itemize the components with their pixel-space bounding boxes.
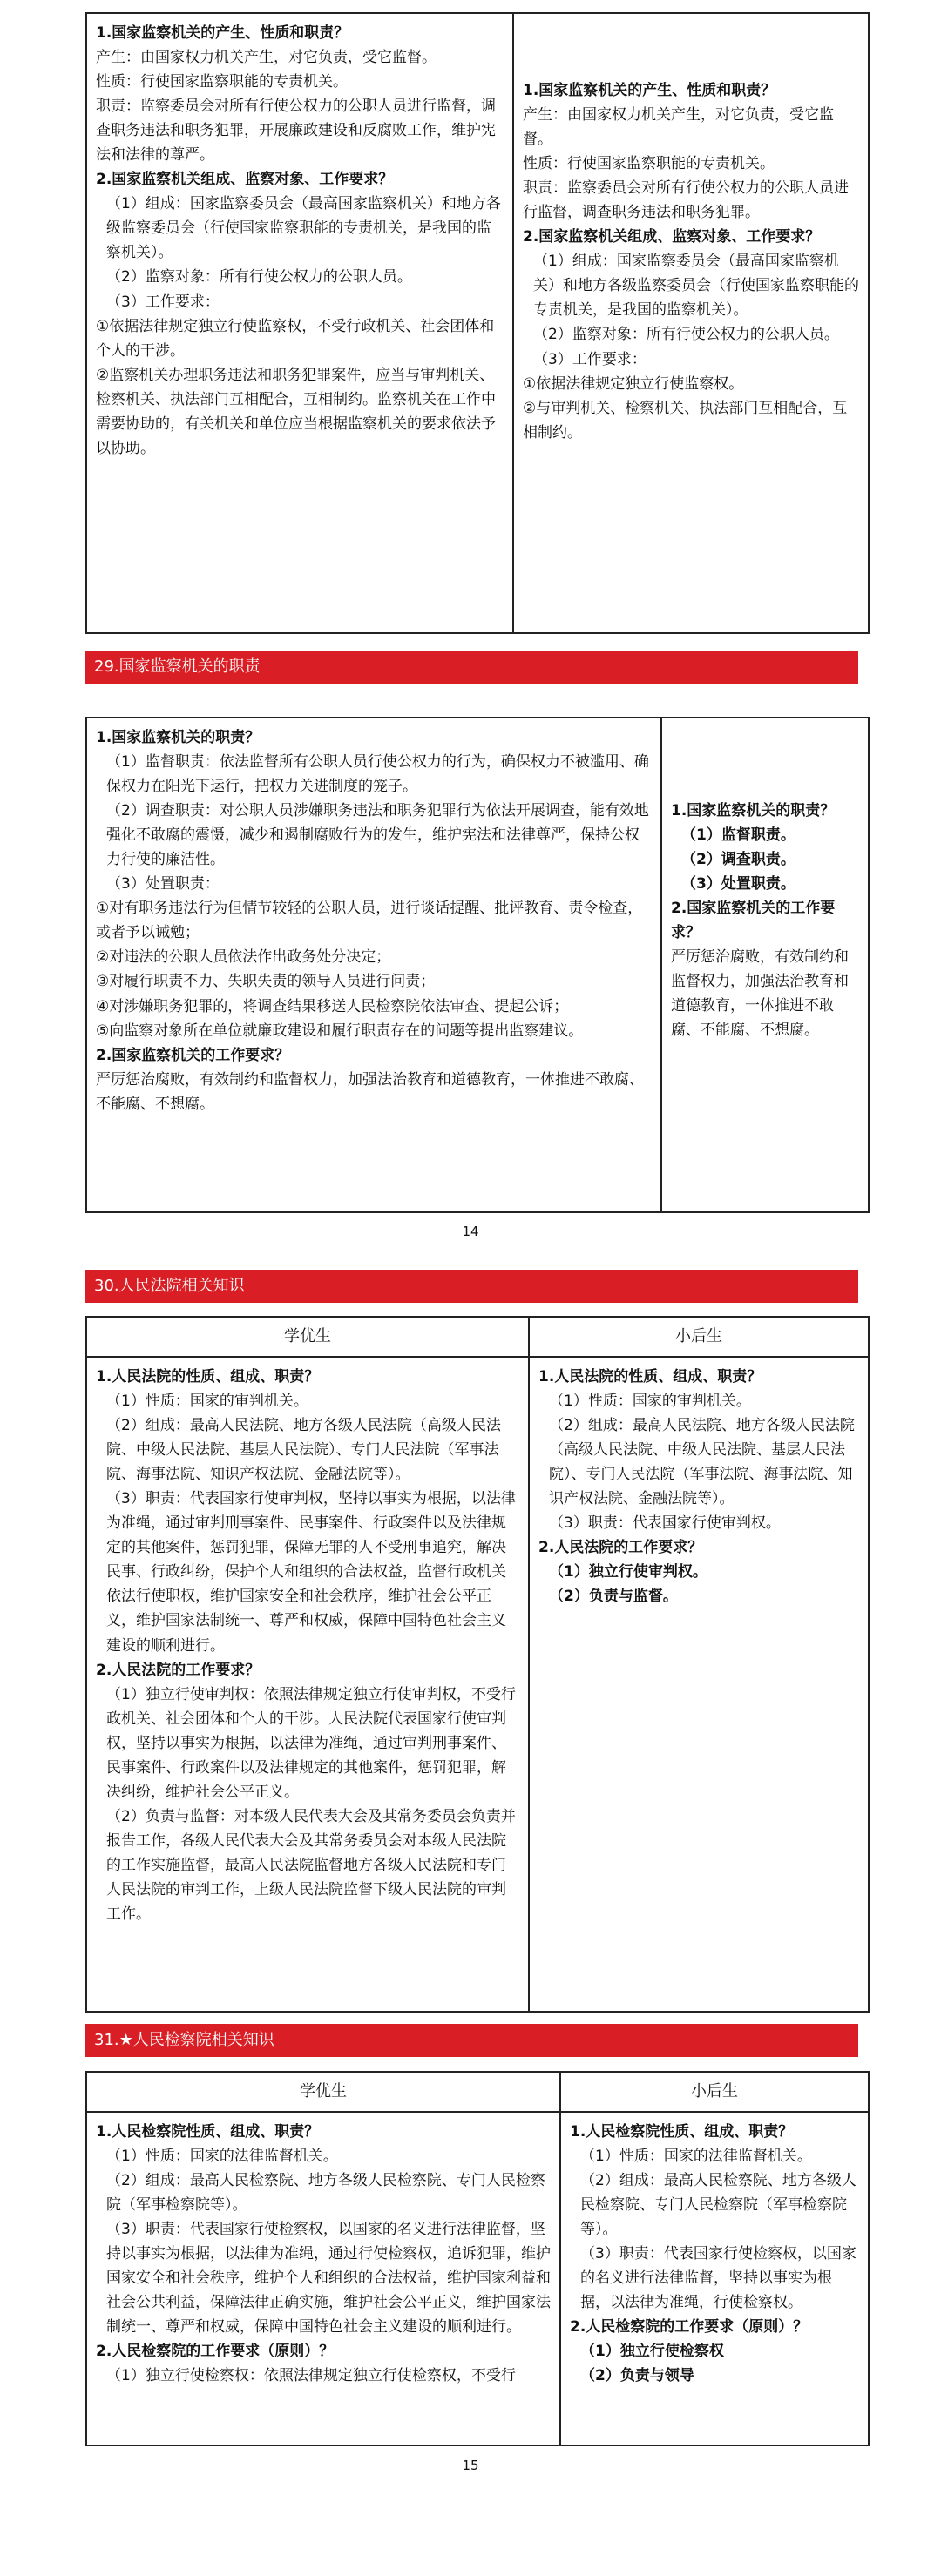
answer-text: （2）负责与监督：对本级人民代表大会及其常务委员会负责并报告工作，各级人民代表大会及其常务委员会对本级人民法院的工作实施监督，最高人民法院监督地方各级人民法院和专门人民法院的审判工作，上级人民法院监督下级人民法院的审判工作。 bbox=[106, 1807, 516, 1924]
answer-text: （2）负责与监督。 bbox=[549, 1588, 678, 1606]
answer-text: （2）组成：最高人民法院、地方各级人民法院（高级人民法院、中级人民法院、基层人民法院）、专门人民法院（军事法院、海事法院、知识产权法院、金融法院等）。 bbox=[549, 1417, 855, 1508]
answer-text: ④对涉嫌职务犯罪的，将调查结果移送人民检察院依法审查、提起公诉； bbox=[96, 997, 569, 1015]
brief-column bbox=[660, 718, 868, 1211]
answer-text: （3）工作要求： bbox=[533, 350, 647, 368]
answer-text: （2）负责与领导 bbox=[580, 2367, 694, 2385]
scholar-column bbox=[87, 1358, 528, 2011]
answer-text: 产生：由国家权力机关产生，对它负责，受它监督。 bbox=[96, 49, 437, 67]
answer-text: （2）调查职责。 bbox=[681, 851, 795, 869]
answer-text: 职责：监察委员会对所有行使公权力的公职人员进行监督，调查职务违法和职务犯罪。 bbox=[523, 179, 849, 222]
answer-text: 职责：监察委员会对所有行使公权力的公职人员进行监督，调查职务违法和职务犯罪，开展廉政建设和反腐败工作，维护宪法和法律的尊严。 bbox=[96, 98, 496, 165]
answer-text: （1）组成：国家监察委员会（最高国家监察机关）和地方各级监察委员会（行使国家监察职能的专责机关，是我国的监察机关）。 bbox=[533, 253, 859, 320]
answer-text: （1）监督职责：依法监督所有公职人员行使公权力的行为，确保权力不被滥用、确保权力在阳光下运行，把权力关进制度的笼子。 bbox=[106, 753, 649, 796]
answer-text: （2）调查职责：对公职人员涉嫌职务违法和职务犯罪行为依法开展调查，能有效地强化不敢腐的震慑，减少和遏制腐败行为的发生，维护宪法和法律尊严，保持公权力行使的廉洁性。 bbox=[106, 802, 649, 869]
table-header bbox=[87, 2073, 868, 2113]
brief-column bbox=[528, 1358, 868, 2011]
answer-text: （1）监督职责。 bbox=[681, 826, 795, 845]
answer-text: ②与审判机关、检察机关、执法部门互相配合，互相制约。 bbox=[523, 399, 848, 442]
brief-column bbox=[512, 14, 868, 632]
section-banner-30: 30.人民法院相关知识 bbox=[85, 1270, 858, 1303]
section-banner-29: 29.国家监察机关的职责 bbox=[85, 651, 858, 684]
header-scholar: 学优生 bbox=[300, 2082, 347, 2101]
answer-text: （1）独立行使检察权 bbox=[580, 2343, 724, 2361]
answer-text: 性质：行使国家监察职能的专责机关。 bbox=[96, 73, 348, 91]
question-heading: 2.人民检察院的工作要求（原则）？ bbox=[96, 2343, 335, 2361]
answer-text: （1）独立行使审判权。 bbox=[549, 1563, 707, 1581]
question-heading: 1.国家监察机关的产生、性质和职责？ bbox=[523, 82, 776, 99]
question-heading: 2.国家监察机关的工作要求？ bbox=[671, 900, 836, 942]
question-heading: 2.人民法院的工作要求？ bbox=[96, 1661, 261, 1679]
procuratorate-table bbox=[85, 2071, 870, 2446]
answer-text: （3）职责：代表国家行使审判权。 bbox=[549, 1514, 781, 1533]
answer-text: （2）组成：最高人民法院、地方各级人民法院（高级人民法院、中级人民法院、基层人民法院）、专门人民法院（军事法院、海事法院、知识产权法院、金融法院等）。 bbox=[106, 1417, 501, 1484]
answer-text: （2）组成：最高人民检察院、地方各级人民检察院、专门人民检察院（军事检察院等）。 bbox=[580, 2172, 856, 2239]
monitoring-organs-table bbox=[85, 12, 870, 634]
answer-text: （3）工作要求： bbox=[106, 293, 220, 311]
answer-text: （2）监察对象：所有行使公权力的公职人员。 bbox=[106, 268, 412, 287]
answer-text: （1）性质：国家的法律监督机关。 bbox=[580, 2148, 812, 2166]
courts-table bbox=[85, 1316, 870, 2013]
answer-text: （1）性质：国家的法律监督机关。 bbox=[106, 2148, 338, 2166]
question-heading: 1.人民法院的性质、组成、职责？ bbox=[96, 1368, 320, 1386]
header-brief: 小后生 bbox=[528, 1318, 868, 1356]
answer-text: （3）职责：代表国家行使检察权，以国家的名义进行法律监督，坚持以事实为根据，以法律为准绳，通过行使检察权，追诉犯罪，维护国家安全和社会秩序，维护个人和组织的合法权益，维护国家利益和社会公共利益，保障法律正确实施，维护社会公平正义，维护国家法制统一、尊严和权威，保障中国特色社会主义建设的顺利进行。 bbox=[106, 2221, 551, 2337]
question-heading: 1.人民检察院性质、组成、职责？ bbox=[96, 2123, 320, 2141]
question-heading: 2.人民法院的工作要求？ bbox=[538, 1539, 703, 1557]
answer-text: （1）独立行使审判权：依照法律规定独立行使审判权，不受行政机关、社会团体和个人的干涉。人民法院代表国家行使审判权，坚持以事实为根据，以法律为准绳，通过审判刑事案件、民事案件、行政案件以及法律规定的其他案件，惩罚犯罪，解决纠纷，维护社会公平正义。 bbox=[106, 1685, 516, 1801]
scholar-column bbox=[87, 2113, 559, 2445]
answer-text: （3）职责：代表国家行使审判权，坚持以事实为根据，以法律为准绳，通过审判刑事案件、民事案件、行政案件以及法律规定的其他案件，惩罚犯罪，保障无罪的人不受刑事追究，解决民事、行政纠纷，保护个人和组织的合法权益，监督行政机关依法行使职权，维护国家安全和社会秩序，维护社会公平正义，维护国家法制统一、尊严和权威，保障中国特色社会主义建设的顺利进行。 bbox=[106, 1490, 516, 1655]
answer-text: ⑤向监察对象所在单位就廉政建设和履行职责存在的问题等提出监察建议。 bbox=[96, 1022, 584, 1040]
header-scholar: 学优生 bbox=[284, 1327, 331, 1345]
section-banner-31: 31.★人民检察院相关知识 bbox=[85, 2024, 858, 2057]
answer-text: （2）组成：最高人民检察院、地方各级人民检察院、专门人民检察院（军事检察院等）。 bbox=[106, 2172, 545, 2215]
page-number: 14 bbox=[462, 1224, 479, 1239]
answer-text: （1）性质：国家的审判机关。 bbox=[549, 1393, 751, 1411]
answer-text: 严厉惩治腐败，有效制约和监督权力，加强法治教育和道德教育，一体推进不敢腐、不能腐、不想腐。 bbox=[96, 1070, 644, 1113]
answer-text: （2）监察对象：所有行使公权力的公职人员。 bbox=[533, 326, 839, 344]
answer-text: （3）职责：代表国家行使检察权，以国家的名义进行法律监督，坚持以事实为根据，以法律为准绳，行使检察权。 bbox=[580, 2245, 856, 2312]
answer-text: 产生：由国家权力机关产生，对它负责，受它监督。 bbox=[523, 106, 834, 149]
answer-text: （1）性质：国家的审判机关。 bbox=[106, 1393, 308, 1411]
answer-text: ②对违法的公职人员依法作出政务处分决定； bbox=[96, 948, 391, 967]
question-heading: 1.国家监察机关的产生、性质和职责？ bbox=[96, 24, 349, 42]
scholar-column bbox=[87, 718, 660, 1211]
header-brief: 小后生 bbox=[559, 2073, 868, 2111]
table-header bbox=[87, 1318, 868, 1358]
answer-text: ③对履行职责不力、失职失责的领导人员进行问责； bbox=[96, 973, 436, 991]
answer-text: 严厉惩治腐败，有效制约和监督权力，加强法治教育和道德教育，一体推进不敢腐、不能腐、不想腐。 bbox=[671, 948, 849, 1040]
question-heading: 1.国家监察机关的职责？ bbox=[671, 802, 836, 819]
question-heading: 2.国家监察机关组成、监察对象、工作要求？ bbox=[523, 228, 821, 246]
brief-column bbox=[559, 2113, 868, 2445]
question-heading: 1.人民法院的性质、组成、职责？ bbox=[538, 1368, 762, 1386]
question-heading: 1.人民检察院性质、组成、职责？ bbox=[570, 2123, 794, 2141]
question-heading: 2.国家监察机关的工作要求？ bbox=[96, 1046, 290, 1064]
answer-text: （3）处置职责： bbox=[106, 875, 220, 894]
answer-text: （1）组成：国家监察委员会（最高国家监察机关）和地方各级监察委员会（行使国家监察职能的专责机关，是我国的监察机关）。 bbox=[106, 195, 501, 262]
question-heading: 2.国家监察机关组成、监察对象、工作要求？ bbox=[96, 171, 394, 189]
question-heading: 2.人民检察院的工作要求（原则）？ bbox=[570, 2318, 809, 2337]
answer-text: （3）处置职责。 bbox=[681, 875, 795, 894]
answer-text: ①对有职务违法行为但情节较轻的公职人员，进行谈话提醒、批评教育、责令检查，或者予以诫勉； bbox=[96, 900, 643, 942]
scholar-column bbox=[87, 14, 512, 632]
answer-text: ②监察机关办理职务违法和职务犯罪案件，应当与审判机关、检察机关、执法部门互相配合，互相制约。监察机关在工作中需要协助的，有关机关和单位应当根据监察机关的要求依法予以协助。 bbox=[96, 366, 496, 457]
answer-text: ①依据法律规定独立行使监察权。 bbox=[523, 374, 744, 393]
answer-text: （1）独立行使检察权：依照法律规定独立行使检察权，不受行 bbox=[106, 2367, 516, 2385]
page-number: 15 bbox=[462, 2458, 479, 2473]
monitoring-duties-table bbox=[85, 717, 870, 1213]
answer-text: 性质：行使国家监察职能的专责机关。 bbox=[523, 155, 775, 173]
question-heading: 1.国家监察机关的职责？ bbox=[96, 729, 261, 746]
answer-text: ①依据法律规定独立行使监察权，不受行政机关、社会团体和个人的干涉。 bbox=[96, 317, 495, 360]
